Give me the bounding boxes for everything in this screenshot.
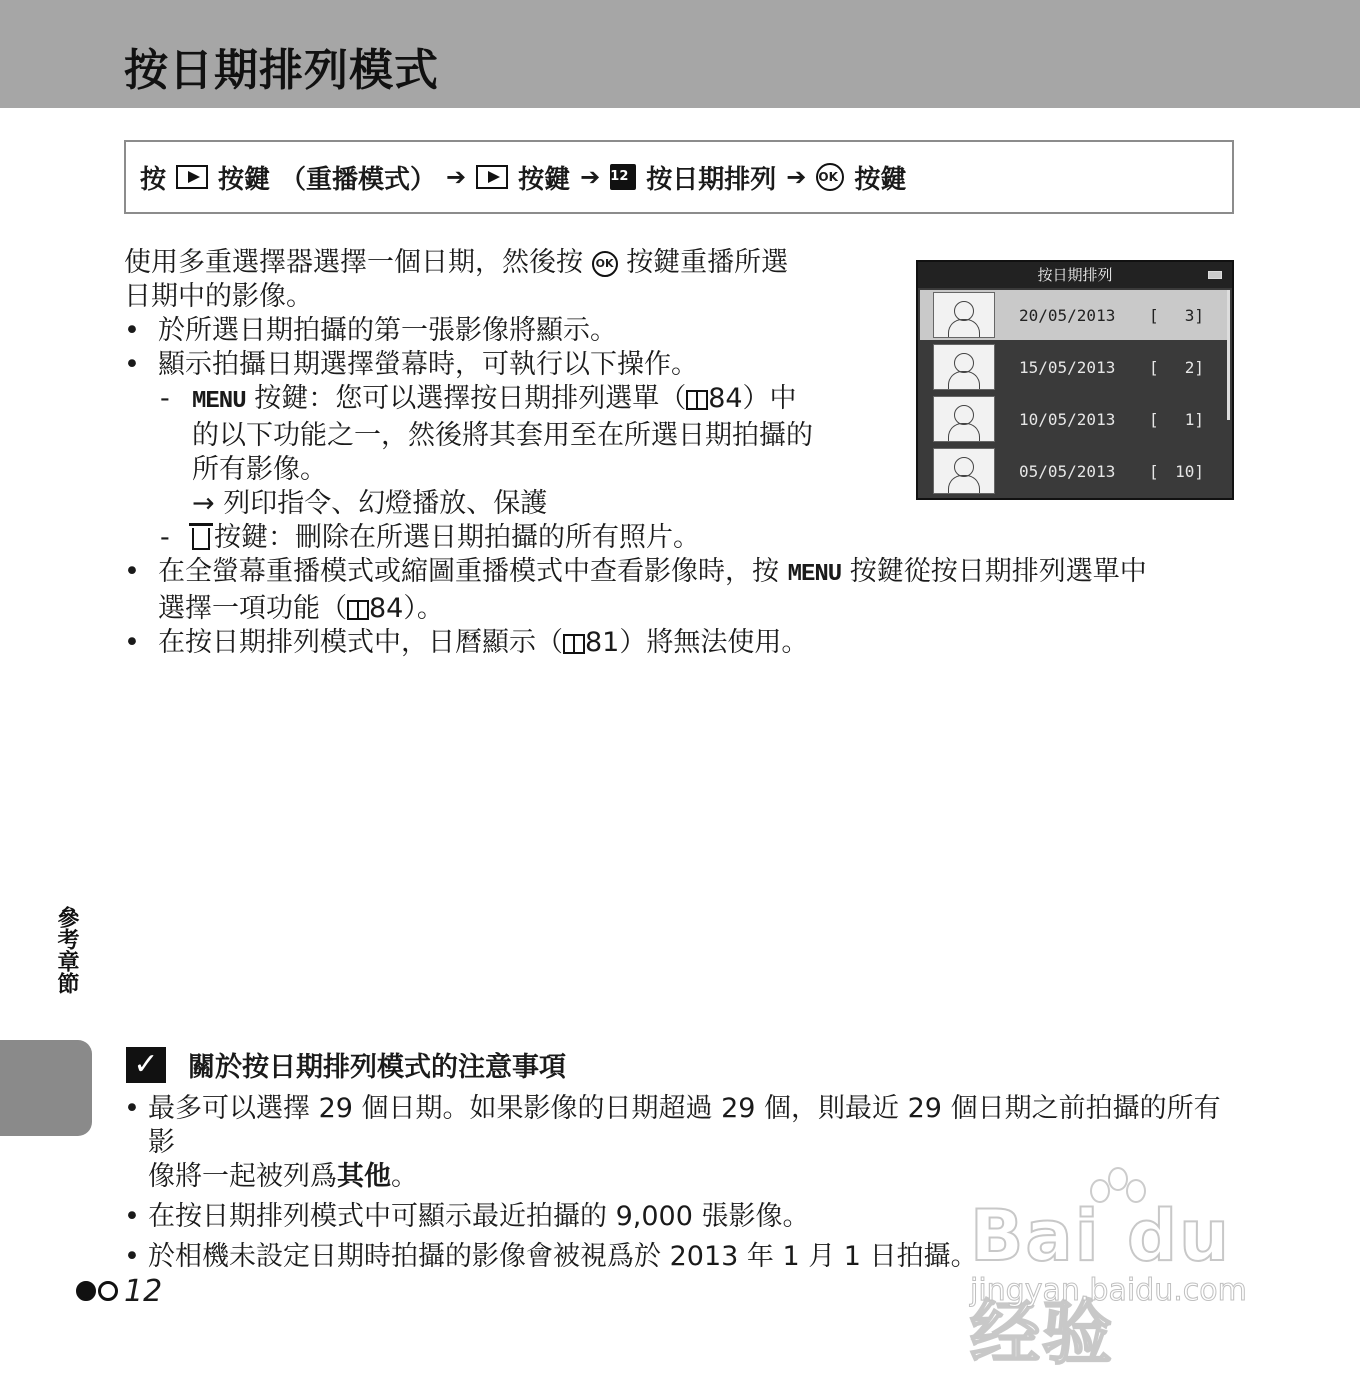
nav-mode: （重播模式） (280, 164, 437, 195)
watermark-url: jingyan.baidu.com (970, 1273, 1247, 1308)
note-title: 關於按日期排列模式的注意事項 (188, 1052, 566, 1083)
row-count: 10] (1175, 461, 1204, 481)
page-ref: 84）。 (369, 593, 444, 624)
intro-line2: 日期中的影像。 (124, 281, 313, 312)
row-date: 20/05/2013 (1019, 305, 1116, 325)
thumbnail-image (933, 292, 995, 338)
arrow-icon: ➔ (580, 163, 601, 191)
page-ref-icon (686, 390, 708, 410)
row-count: 3] (1184, 305, 1204, 325)
thumbnail-image (933, 448, 995, 494)
sub-item-text: 按鍵：您可以選擇按日期排列選單（ (254, 383, 687, 414)
date-row[interactable] (920, 290, 1228, 340)
ok-button-icon: OK (592, 251, 618, 277)
row-bracket: [ (1149, 461, 1159, 481)
list-by-date-icon: 12 (610, 164, 636, 190)
nav-key3: 按鍵 (854, 164, 907, 195)
page-title: 按日期排列模式 (124, 45, 439, 96)
trash-icon (192, 528, 210, 550)
watermark-logo: Bai du 经验 (970, 1195, 1231, 1374)
note-item: • 於相機未設定日期時拍攝的影像會被視爲於 2013 年 1 月 1 日拍攝。 (124, 1240, 1239, 1274)
page-ref: 81）將無法使用。 (585, 627, 809, 658)
sub-item-delete (124, 521, 1239, 555)
reference-section-icon (76, 1281, 122, 1303)
nav-key2: 按鍵 (518, 164, 571, 195)
bullet-text: 選擇一項功能（ (158, 593, 347, 624)
sub-item-cont: 的以下功能之一，然後將其套用至在所選日期拍攝的 (192, 420, 813, 451)
date-row[interactable] (920, 394, 1228, 444)
row-date: 15/05/2013 (1019, 357, 1116, 377)
sub-item-cont: 所有影像。 (192, 454, 327, 485)
page-number-text: 12 (124, 1274, 163, 1309)
date-row[interactable] (920, 446, 1228, 496)
row-bracket: [ (1149, 305, 1159, 325)
scrollbar (1227, 290, 1230, 420)
check-icon: ✓ (126, 1047, 166, 1083)
note-heading (126, 1045, 566, 1084)
sub-item-options: → 列印指令、幻燈播放、保護 (192, 488, 548, 519)
arrow-icon: ➔ (786, 163, 807, 191)
bullet-item: • 於所選日期拍攝的第一張影像將顯示。 (124, 314, 888, 348)
thumbnail-image (933, 344, 995, 390)
bullet-item: • 顯示拍攝日期選擇螢幕時，可執行以下操作。 (124, 348, 888, 382)
bullet-item (124, 626, 1239, 660)
bullet-text: 在全螢幕重播模式或縮圖重播模式中查看影像時，按 (158, 556, 779, 587)
bullet-text: 按鍵從按日期排列選單中 (849, 556, 1147, 587)
nav-key1: 按鍵 (218, 164, 271, 195)
ok-button-icon: OK (816, 163, 844, 191)
nav-press: 按 (140, 164, 167, 195)
row-date: 10/05/2013 (1019, 409, 1116, 429)
page-ref-icon (563, 634, 585, 654)
sub-item-text: 按鍵：刪除在所選日期拍攝的所有照片。 (214, 522, 700, 553)
sub-item-menu (124, 382, 882, 419)
row-count: 2] (1184, 357, 1204, 377)
date-row[interactable] (920, 342, 1228, 392)
nav-item: 按日期排列 (646, 164, 777, 195)
note-text: 。 (391, 1161, 418, 1192)
battery-icon (1208, 271, 1222, 279)
note-item: • 在按日期排列模式中可顯示最近拍攝的 9,000 張影像。 (124, 1200, 1239, 1234)
page-ref-icon (347, 600, 369, 620)
thumbnail-image (933, 396, 995, 442)
row-bracket: [ (1149, 409, 1159, 429)
menu-key-label: MENU (192, 388, 246, 415)
arrow-icon: ➔ (446, 163, 467, 191)
bullet-item (124, 555, 1239, 592)
navigation-path (124, 140, 1234, 214)
note-bold: 其他 (337, 1161, 391, 1192)
note-text: 像將一起被列爲 (148, 1161, 337, 1192)
row-count: 1] (1184, 409, 1204, 429)
intro-line1: 使用多重選擇器選擇一個日期，然後按 (124, 247, 583, 278)
intro-paragraph (124, 246, 884, 314)
note-text: • 最多可以選擇 29 個日期。如果影像的日期超過 29 個，則最近 29 個日期之前拍攝的所有影 (148, 1093, 1221, 1158)
side-tab (0, 1040, 92, 1136)
screen-title: 按日期排列 (918, 262, 1232, 288)
row-date: 05/05/2013 (1019, 461, 1116, 481)
camera-screen (916, 260, 1234, 500)
row-bracket: [ (1149, 357, 1159, 377)
page-number (76, 1274, 162, 1309)
menu-key-label: MENU (787, 561, 842, 588)
page-ref: 84）中 (708, 383, 797, 414)
bullet-text: 在按日期排列模式中，日曆顯示（ (158, 627, 563, 658)
side-tab-label: 參考章節 (54, 906, 79, 994)
playback-button-icon (476, 165, 508, 189)
bullet-cont (124, 592, 1239, 626)
playback-button-icon (176, 165, 208, 189)
watermark (970, 1165, 1300, 1374)
intro-line1b: 按鍵重播所選 (626, 247, 789, 278)
